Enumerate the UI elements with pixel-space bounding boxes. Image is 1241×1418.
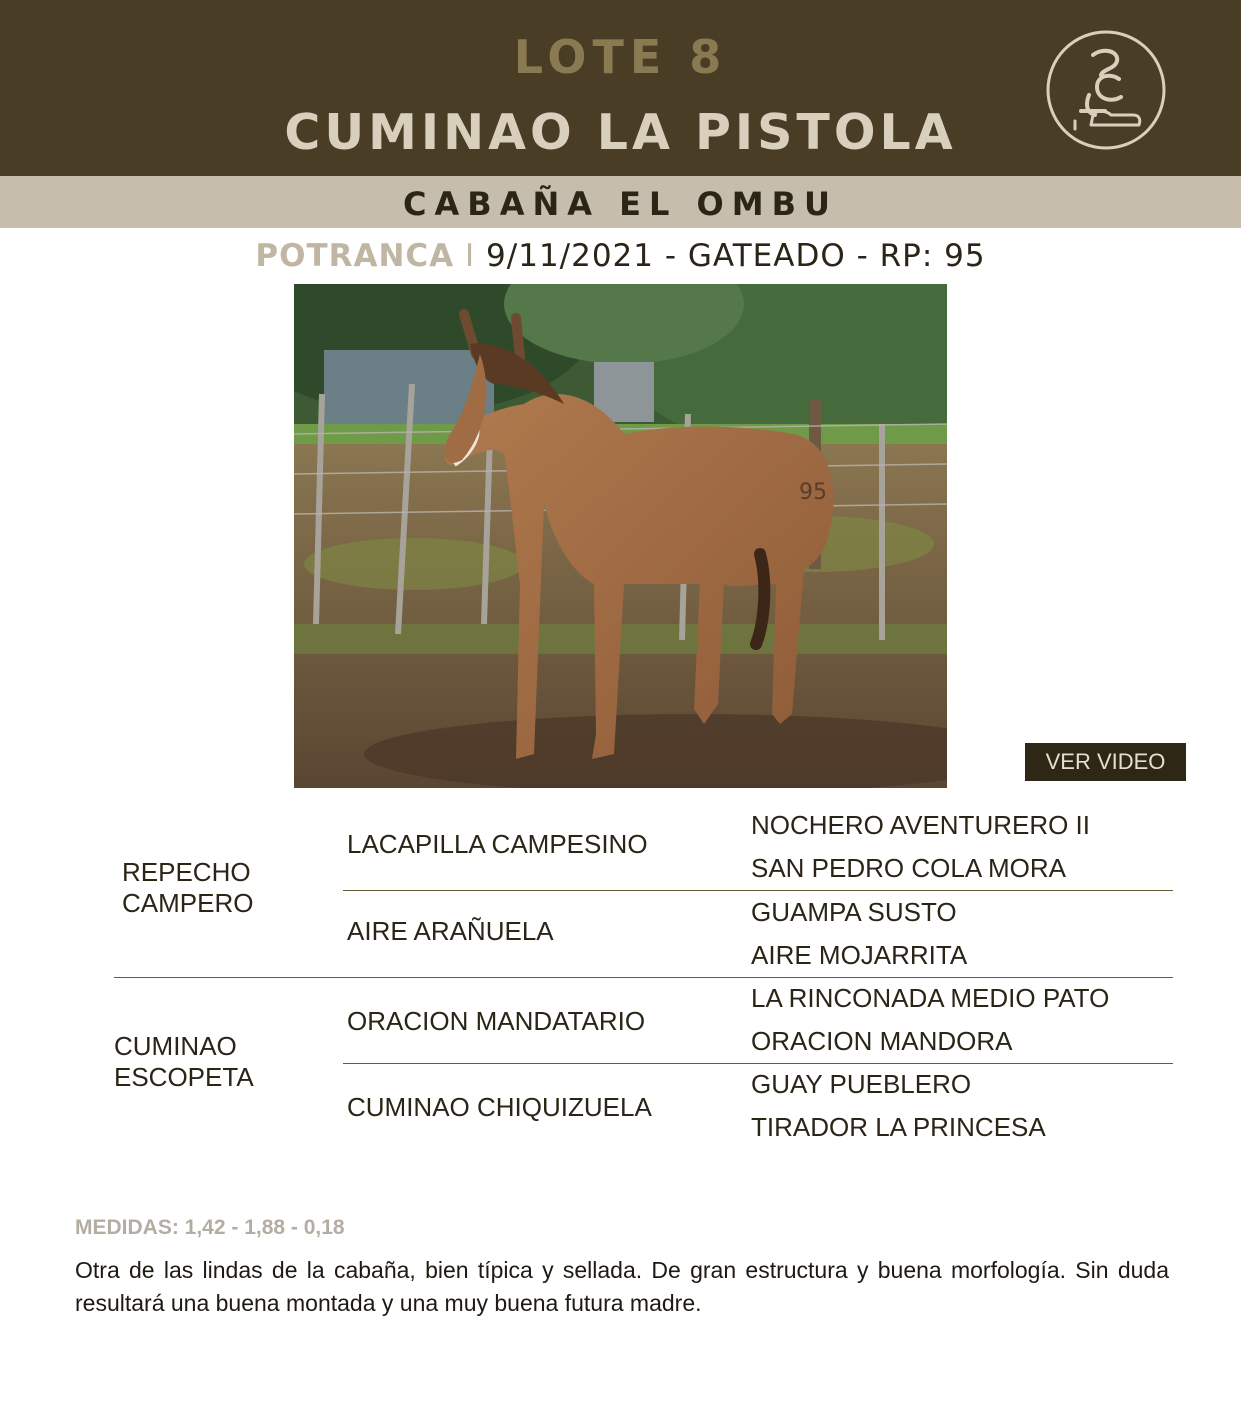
view-video-button[interactable]: VER VIDEO [1025,743,1186,781]
pedigree-divider [343,890,1173,891]
brand-logo-icon [1045,29,1167,151]
description: Otra de las lindas de la cabaña, bien típica y sellada. De gran estructura y buena morfología. Sin duda resultará una buena montada y una muy buena futura madre. [75,1257,1169,1316]
dam-dam: CUMINAO CHIQUIZUELA [347,1092,652,1122]
sire-dam-sire: GUAMPA SUSTO [751,897,957,927]
horse-name: CUMINAO LA PISTOLA [284,104,957,161]
sire-sire-dam: SAN PEDRO COLA MORA [751,853,1066,883]
measures: MEDIDAS: 1,42 - 1,88 - 0,18 [75,1216,345,1239]
info-separator: I [465,238,476,274]
dam-sire-sire: LA RINCONADA MEDIO PATO [751,983,1110,1013]
dam-name-line1: CUMINAO [114,1031,237,1061]
sire-dam: AIRE ARAÑUELA [347,916,554,946]
sire-name-line2: CAMPERO [122,888,254,918]
sire-sire: LACAPILLA CAMPESINO [347,829,648,859]
svg-text:95: 95 [799,480,827,505]
dam-name-line2: ESCOPETA [114,1062,254,1092]
horse-photo [294,284,947,788]
horse-info-line [0,238,1241,274]
dam-sire-dam: ORACION MANDORA [751,1026,1013,1056]
breeder-name: CABAÑA EL OMBU [403,185,838,223]
dam-dam-sire: GUAY PUEBLERO [751,1069,972,1099]
sire-sire-sire: NOCHERO AVENTURERO II [751,810,1091,840]
category-label: POTRANCA [255,238,455,274]
horse-details: 9/11/2021 - GATEADO - RP: 95 [486,238,986,274]
sire-dam-dam: AIRE MOJARRITA [751,940,968,970]
pedigree-divider [343,1063,1173,1064]
lot-number: LOTE 8 [513,30,728,84]
pedigree-main-divider [114,977,1173,978]
dam-sire: ORACION MANDATARIO [347,1006,646,1036]
dam-dam-dam: TIRADOR LA PRINCESA [751,1112,1046,1142]
sire-name-line1: REPECHO [122,857,251,887]
